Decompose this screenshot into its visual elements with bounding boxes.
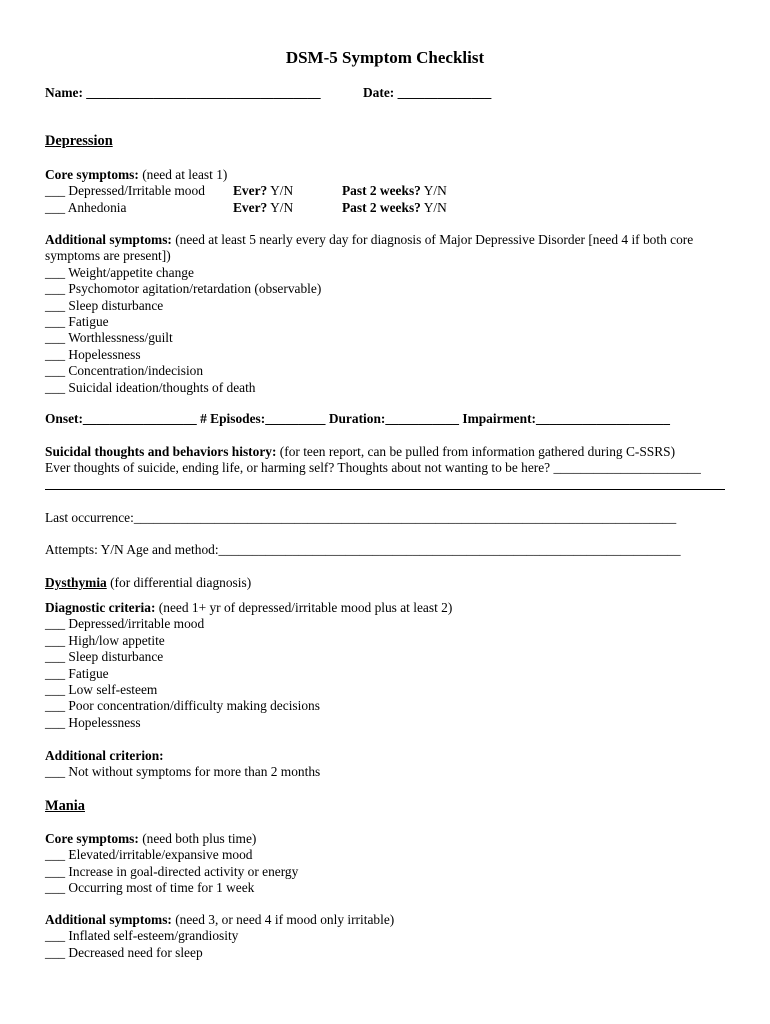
depression-additional-label-line (45, 232, 735, 265)
dysthymia-additional-label: Additional criterion: (45, 748, 164, 763)
dysthymia-criteria-note: (need 1+ yr of depressed/irritable mood plus at least 2) (155, 600, 453, 615)
list-item[interactable]: ___ Sleep disturbance (45, 649, 164, 665)
ever-yn-2[interactable] (233, 200, 293, 216)
list-item[interactable]: ___ Poor concentration/difficulty making decisions (45, 698, 320, 714)
mania-additional-section (45, 912, 735, 961)
mania-core-note: (need both plus time) (138, 831, 257, 846)
depression-core-row-1 (45, 183, 735, 199)
ever-value-2: Y/N (267, 199, 294, 215)
depression-core-note: (need at least 1) (138, 167, 228, 182)
dysthymia-heading-note: (for differential diagnosis) (106, 575, 252, 590)
mania-core-label-line (45, 831, 735, 847)
depression-core-item-2[interactable]: ___ Anhedonia (45, 199, 127, 215)
dysthymia-additional-section (45, 748, 735, 781)
dysthymia-heading: Dysthymia (45, 575, 107, 590)
suicidal-label: Suicidal thoughts and behaviors history: (45, 444, 277, 459)
past-value-2: Y/N (420, 199, 447, 215)
depression-additional-label: Additional symptoms: (45, 232, 172, 247)
depression-heading: Depression (45, 133, 113, 149)
suicidal-question[interactable]: Ever thoughts of suicide, ending life, or harming self? Thoughts about not wanting to be here? ______________________ (45, 460, 701, 476)
suicidal-label-line (45, 444, 735, 460)
list-item[interactable]: ___ Fatigue (45, 665, 109, 681)
past-value-1: Y/N (420, 183, 447, 199)
dysthymia-criteria-label-line (45, 600, 735, 616)
list-item[interactable]: ___ Decreased need for sleep (45, 944, 203, 960)
list-item[interactable]: ___ Concentration/indecision (45, 363, 204, 379)
mania-core-label: Core symptoms: (45, 831, 139, 846)
list-item[interactable]: ___ Weight/appetite change (45, 264, 194, 280)
ever-yn-1[interactable] (233, 183, 293, 199)
page-title: DSM-5 Symptom Checklist (285, 48, 485, 67)
list-item[interactable]: ___ Depressed/irritable mood (45, 616, 205, 632)
mania-additional-note: (need 3, or need 4 if mood only irritable) (171, 912, 395, 927)
list-item[interactable]: ___ Inflated self-esteem/grandiosity (45, 928, 239, 944)
depression-core-label-line (45, 167, 735, 183)
mania-additional-label: Additional symptoms: (45, 912, 172, 927)
past-label-1: Past 2 weeks? (342, 183, 421, 199)
past-yn-2[interactable] (342, 200, 447, 216)
mania-additional-label-line (45, 912, 735, 928)
list-item[interactable]: ___ Occurring most of time for 1 week (45, 880, 255, 896)
depression-additional-note: (need at least 5 nearly every day for diagnosis of Major Depressive Disorder [need 4 if both core symptoms are present]) (45, 232, 694, 264)
list-item[interactable]: ___ Hopelessness (45, 714, 141, 730)
list-item[interactable]: ___ Low self-esteem (45, 682, 158, 698)
ever-value-1: Y/N (267, 183, 294, 199)
list-item[interactable]: ___ Elevated/irritable/expansive mood (45, 847, 253, 863)
list-item[interactable]: ___ Not without symptoms for more than 2 months (45, 764, 321, 780)
dysthymia-heading-line (45, 575, 735, 591)
list-item[interactable]: ___ Increase in goal-directed activity or energy (45, 863, 299, 879)
ever-label-1: Ever? (233, 183, 268, 199)
list-item[interactable]: ___ Sleep disturbance (45, 297, 164, 313)
list-item[interactable]: ___ Fatigue (45, 314, 109, 330)
list-item[interactable]: ___ Suicidal ideation/thoughts of death (45, 379, 256, 395)
past-yn-1[interactable] (342, 183, 447, 199)
depression-core-row-2 (45, 200, 735, 216)
onset-episodes-line[interactable]: Onset:_________________ # Episodes:_________ Duration:___________ Impairment:____________________ (45, 411, 670, 426)
suicidal-note: (for teen report, can be pulled from information gathered during C-SSRS) (276, 444, 676, 459)
suicidal-history-section (45, 444, 735, 493)
last-occurrence-field[interactable]: Last occurrence:_________________________________________________________________________________ (45, 510, 677, 525)
suicidal-blank-line[interactable] (45, 477, 735, 493)
attempts-field[interactable]: Attempts: Y/N Age and method:_____________________________________________________________________ (45, 542, 681, 557)
past-label-2: Past 2 weeks? (342, 199, 421, 215)
list-item[interactable]: ___ Psychomotor agitation/retardation (observable) (45, 281, 322, 297)
depression-core-section (45, 167, 735, 216)
ever-label-2: Ever? (233, 199, 268, 215)
date-field[interactable]: Date: ______________ (363, 85, 492, 100)
list-item[interactable]: ___ Worthlessness/guilt (45, 330, 173, 346)
list-item[interactable]: ___ Hopelessness (45, 346, 141, 362)
name-date-row (45, 85, 735, 101)
dysthymia-criteria-section (45, 600, 735, 731)
depression-core-label: Core symptoms: (45, 167, 139, 182)
mania-heading: Mania (45, 798, 85, 814)
name-field[interactable]: Name: ___________________________________ (45, 85, 321, 100)
dysthymia-criteria-label: Diagnostic criteria: (45, 600, 156, 615)
depression-additional-section (45, 232, 735, 396)
list-item[interactable]: ___ High/low appetite (45, 632, 165, 648)
depression-core-item-1[interactable]: ___ Depressed/Irritable mood (45, 183, 205, 199)
mania-core-section (45, 831, 735, 897)
